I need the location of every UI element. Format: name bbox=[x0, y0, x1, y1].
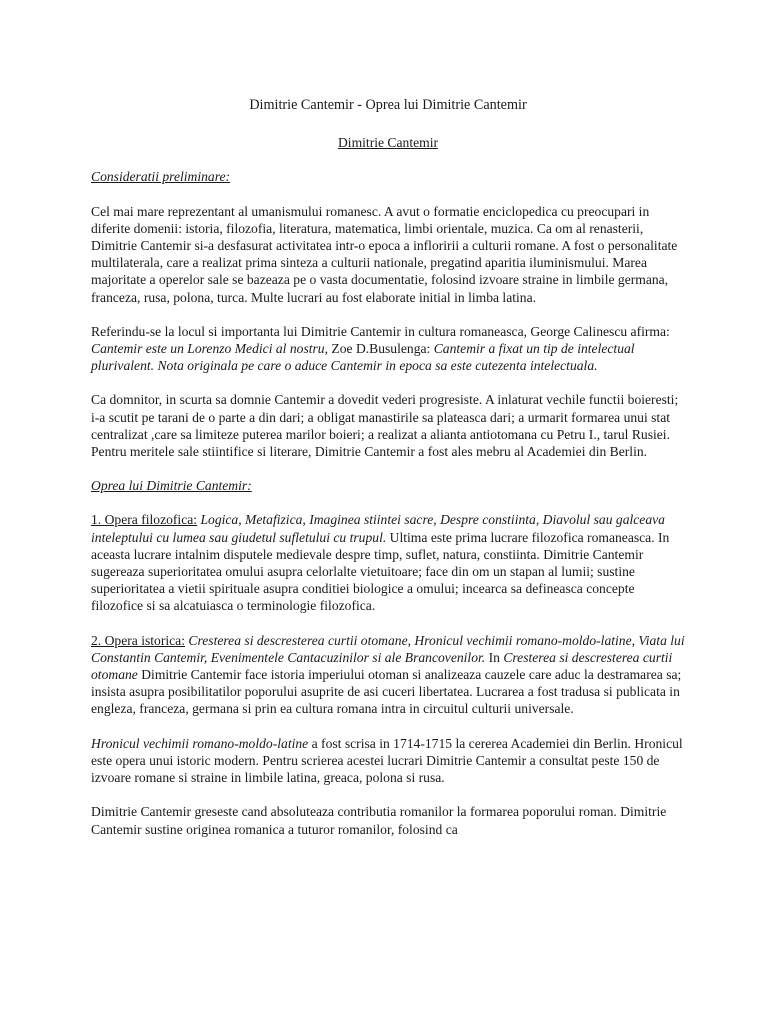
busulenga-quote: Cantemir a fixat un tip de intelectual plurivalent. Nota originala pe care o aduce Cantemir in epoca sa este cutezenta intelectuala. bbox=[91, 341, 635, 374]
paragraph-importance-text-2: , Zoe D.Busulenga: bbox=[324, 341, 434, 357]
document-subtitle: Dimitrie Cantemir bbox=[337, 135, 439, 151]
calinescu-quote: Cantemir este un Lorenzo Medici al nostru bbox=[91, 341, 325, 357]
paragraph-ruler: Ca domnitor, in scurta sa domnie Cantemir a dovedit vederi progresiste. A inlaturat vechile functii boieresti; i-a scutit pe tarani de o parte a din dari; a obligat manastirile sa plateasca dari; a urmarit formarea unui stat centralizat ,care sa limiteze puterea marilor boieri; a realizat a alianta antiotomana cu Petru I., tarul Rusiei. Pentru meritele sale stiintifice si literare, Dimitrie Cantemir a fost ales mebru al Academiei din Berlin. bbox=[91, 392, 679, 460]
paragraph-importance bbox=[91, 323, 685, 375]
paragraph-origin: Dimitrie Cantemir greseste cand absoluteaza contributia romanilor la formarea poporului roman. Dimitrie Cantemir sustine originea romanica a tuturor romanilor, folosind ca bbox=[91, 804, 667, 837]
paragraph-philosophy bbox=[91, 511, 685, 614]
history-text-2: Dimitrie Cantemir face istoria imperiului otoman si analizeaza cauzele care aduc la destramarea sa; insista asupra posibilitatilor poporului asuprite de asi cuceri libertatea. Lucrarea a fost tradusa si publicata in engleza, franceza, germana si prin ea cultura romana intra in circuitul culturii universale. bbox=[91, 667, 682, 717]
history-text-1: In bbox=[485, 649, 504, 665]
philosophy-works: Logica, Metafizica, Imaginea stiintei sacre, Despre constiinta, Diavolul sau galceava inteleptului cu lumea sau giudetul sufletului cu trupul. bbox=[91, 512, 665, 545]
document-body bbox=[91, 97, 685, 855]
hronicul-text: a fost scrisa in 1714-1715 la cererea Academiei din Berlin. Hronicul este opera unui istoric modern. Pentru scrierea acestei lucrari Dimitrie Cantemir a consultat peste 150 de izvoare romane si straine in limbile latina, greaca, polona si rusa. bbox=[91, 735, 683, 786]
history-work-title: Cresterea si descresterea curtii otomane bbox=[91, 649, 673, 683]
document-title: Dimitrie Cantemir - Oprea lui Dimitrie Cantemir bbox=[249, 97, 527, 113]
hronicul-title: Hronicul vechimii romano-moldo-latine bbox=[91, 735, 309, 751]
paragraph-history bbox=[91, 632, 685, 718]
philosophy-label: 1. Opera filozofica: bbox=[91, 512, 198, 528]
paragraph-importance-text: Referindu-se la locul si importanta lui Dimitrie Cantemir in cultura romaneasca, George Calinescu afirma: bbox=[91, 323, 670, 339]
section-heading-preliminary: Consideratii preliminare: bbox=[91, 169, 231, 185]
paragraph-hronicul bbox=[91, 735, 685, 787]
philosophy-text: Ultima este prima lucrare filozofica romaneasca. In aceasta lucrare intalnim disputele medievale despre timp, suflet, natura, constiinta. Dimitrie Cantemir sugereaza superioritatea omului asupra celorlalte vietuitoare; face din om un stapan al lumii; sustine superioritatea a vietii spirituale asupra conditiei biologice a omului; incearca sa defineasca concepte filozofice si sa alcatuiasca o terminologie filozofica. bbox=[91, 529, 670, 614]
history-label: 2. Opera istorica: bbox=[91, 632, 185, 648]
history-works: Cresterea si descresterea curtii otomane, Hronicul vechimii romano-moldo-latine, Viata lui Constantin Cantemir, Evenimentele Cantacuzinilor si ale Brancovenilor. bbox=[91, 632, 685, 665]
section-heading-works: Oprea lui Dimitrie Cantemir: bbox=[91, 478, 252, 494]
paragraph-intro: Cel mai mare reprezentant al umanismului romanesc. A avut o formatie enciclopedica cu preocupari in diferite domenii: istoria, filozofia, literatura, matematica, limbi orientale, muzica. Ca om al renasterii, Dimitrie Cantemir si-a desfasurat activitatea intr-o epoca a infloririi a culturii romane. A fost o personalitate multilaterala, care a realizat prima sinteza a culturii nationale, pregatind aparitia iluminismului. Marea majoritate a operelor sale se bazeaza pe o vasta documentatie, folosind izvoare straine in limbile germana, franceza, rusa, polona, turca. Multe lucrari au fost elaborate initial in limba latina. bbox=[91, 203, 678, 305]
